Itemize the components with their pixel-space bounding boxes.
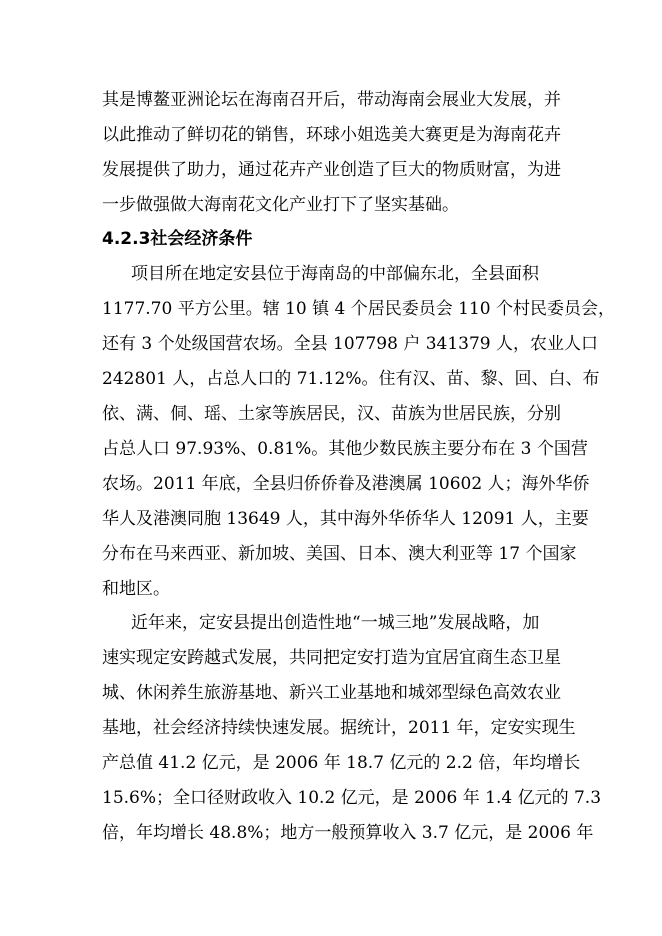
- paragraph-3-line-2: 速实现定安跨越式发展，共同把定安打造为宜居宜商生态卫星: [102, 648, 561, 668]
- paragraph-3-line-6: 15.6%；全口径财政收入 10.2 亿元，是 2006 年 1.4 亿元的 7.3: [102, 788, 602, 808]
- paragraph-1-line-1: 其是博鳌亚洲论坛在海南召开后，带动海南会展业大发展，并: [102, 90, 561, 110]
- paragraph-3-line-4: 基地，社会经济持续快速发展。据统计，2011 年，定安实现生: [102, 718, 576, 738]
- paragraph-1-line-2: 以此推动了鲜切花的销售，环球小姐选美大赛更是为海南花卉: [102, 125, 561, 145]
- paragraph-2-line-7: 农场。2011 年底，全县归侨侨眷及港澳属 10602 人；海外华侨: [102, 474, 590, 494]
- paragraph-2-line-5: 依、满、侗、瑶、土家等族居民，汉、苗族为世居民族，分别: [102, 404, 561, 424]
- paragraph-2-line-1: 项目所在地定安县位于海南岛的中部偏东北，全县面积: [131, 264, 539, 284]
- paragraph-1-line-4: 一步做强做大海南花文化产业打下了坚实基础。: [102, 195, 459, 215]
- paragraph-3-line-1: 近年来，定安县提出创造性地“一城三地”发展战略，加: [131, 613, 540, 633]
- paragraph-2-line-10: 和地区。: [102, 579, 170, 599]
- paragraph-2-line-4: 242801 人，占总人口的 71.12%。住有汉、苗、黎、回、白、布: [102, 369, 600, 389]
- paragraph-2-line-6: 占总人口 97.93%、0.81%。其他少数民族主要分布在 3 个国营: [102, 439, 588, 459]
- paragraph-3-line-7: 倍，年均增长 48.8%；地方一般预算收入 3.7 亿元，是 2006 年: [102, 823, 594, 843]
- paragraph-3-line-3: 城、休闲养生旅游基地、新兴工业基地和城郊型绿色高效农业: [102, 683, 561, 703]
- paragraph-2-line-3: 还有 3 个处级国营农场。全县 107798 户 341379 人，农业人口: [102, 334, 599, 354]
- paragraph-2-line-2: 1177.70 平方公里。辖 10 镇 4 个居民委员会 110 个村民委员会，: [102, 299, 616, 319]
- paragraph-3-line-5: 产总值 41.2 亿元，是 2006 年 18.7 亿元的 2.2 倍，年均增长: [102, 753, 581, 773]
- paragraph-2-line-8: 华人及港澳同胞 13649 人，其中海外华侨华人 12091 人，主要: [102, 509, 589, 529]
- paragraph-2-line-9: 分布在马来西亚、新加坡、美国、日本、澳大利亚等 17 个国家: [102, 544, 577, 564]
- paragraph-1-line-3: 发展提供了助力，通过花卉产业创造了巨大的物质财富，为进: [102, 160, 561, 180]
- section-heading: 4.2.3社会经济条件: [102, 229, 253, 249]
